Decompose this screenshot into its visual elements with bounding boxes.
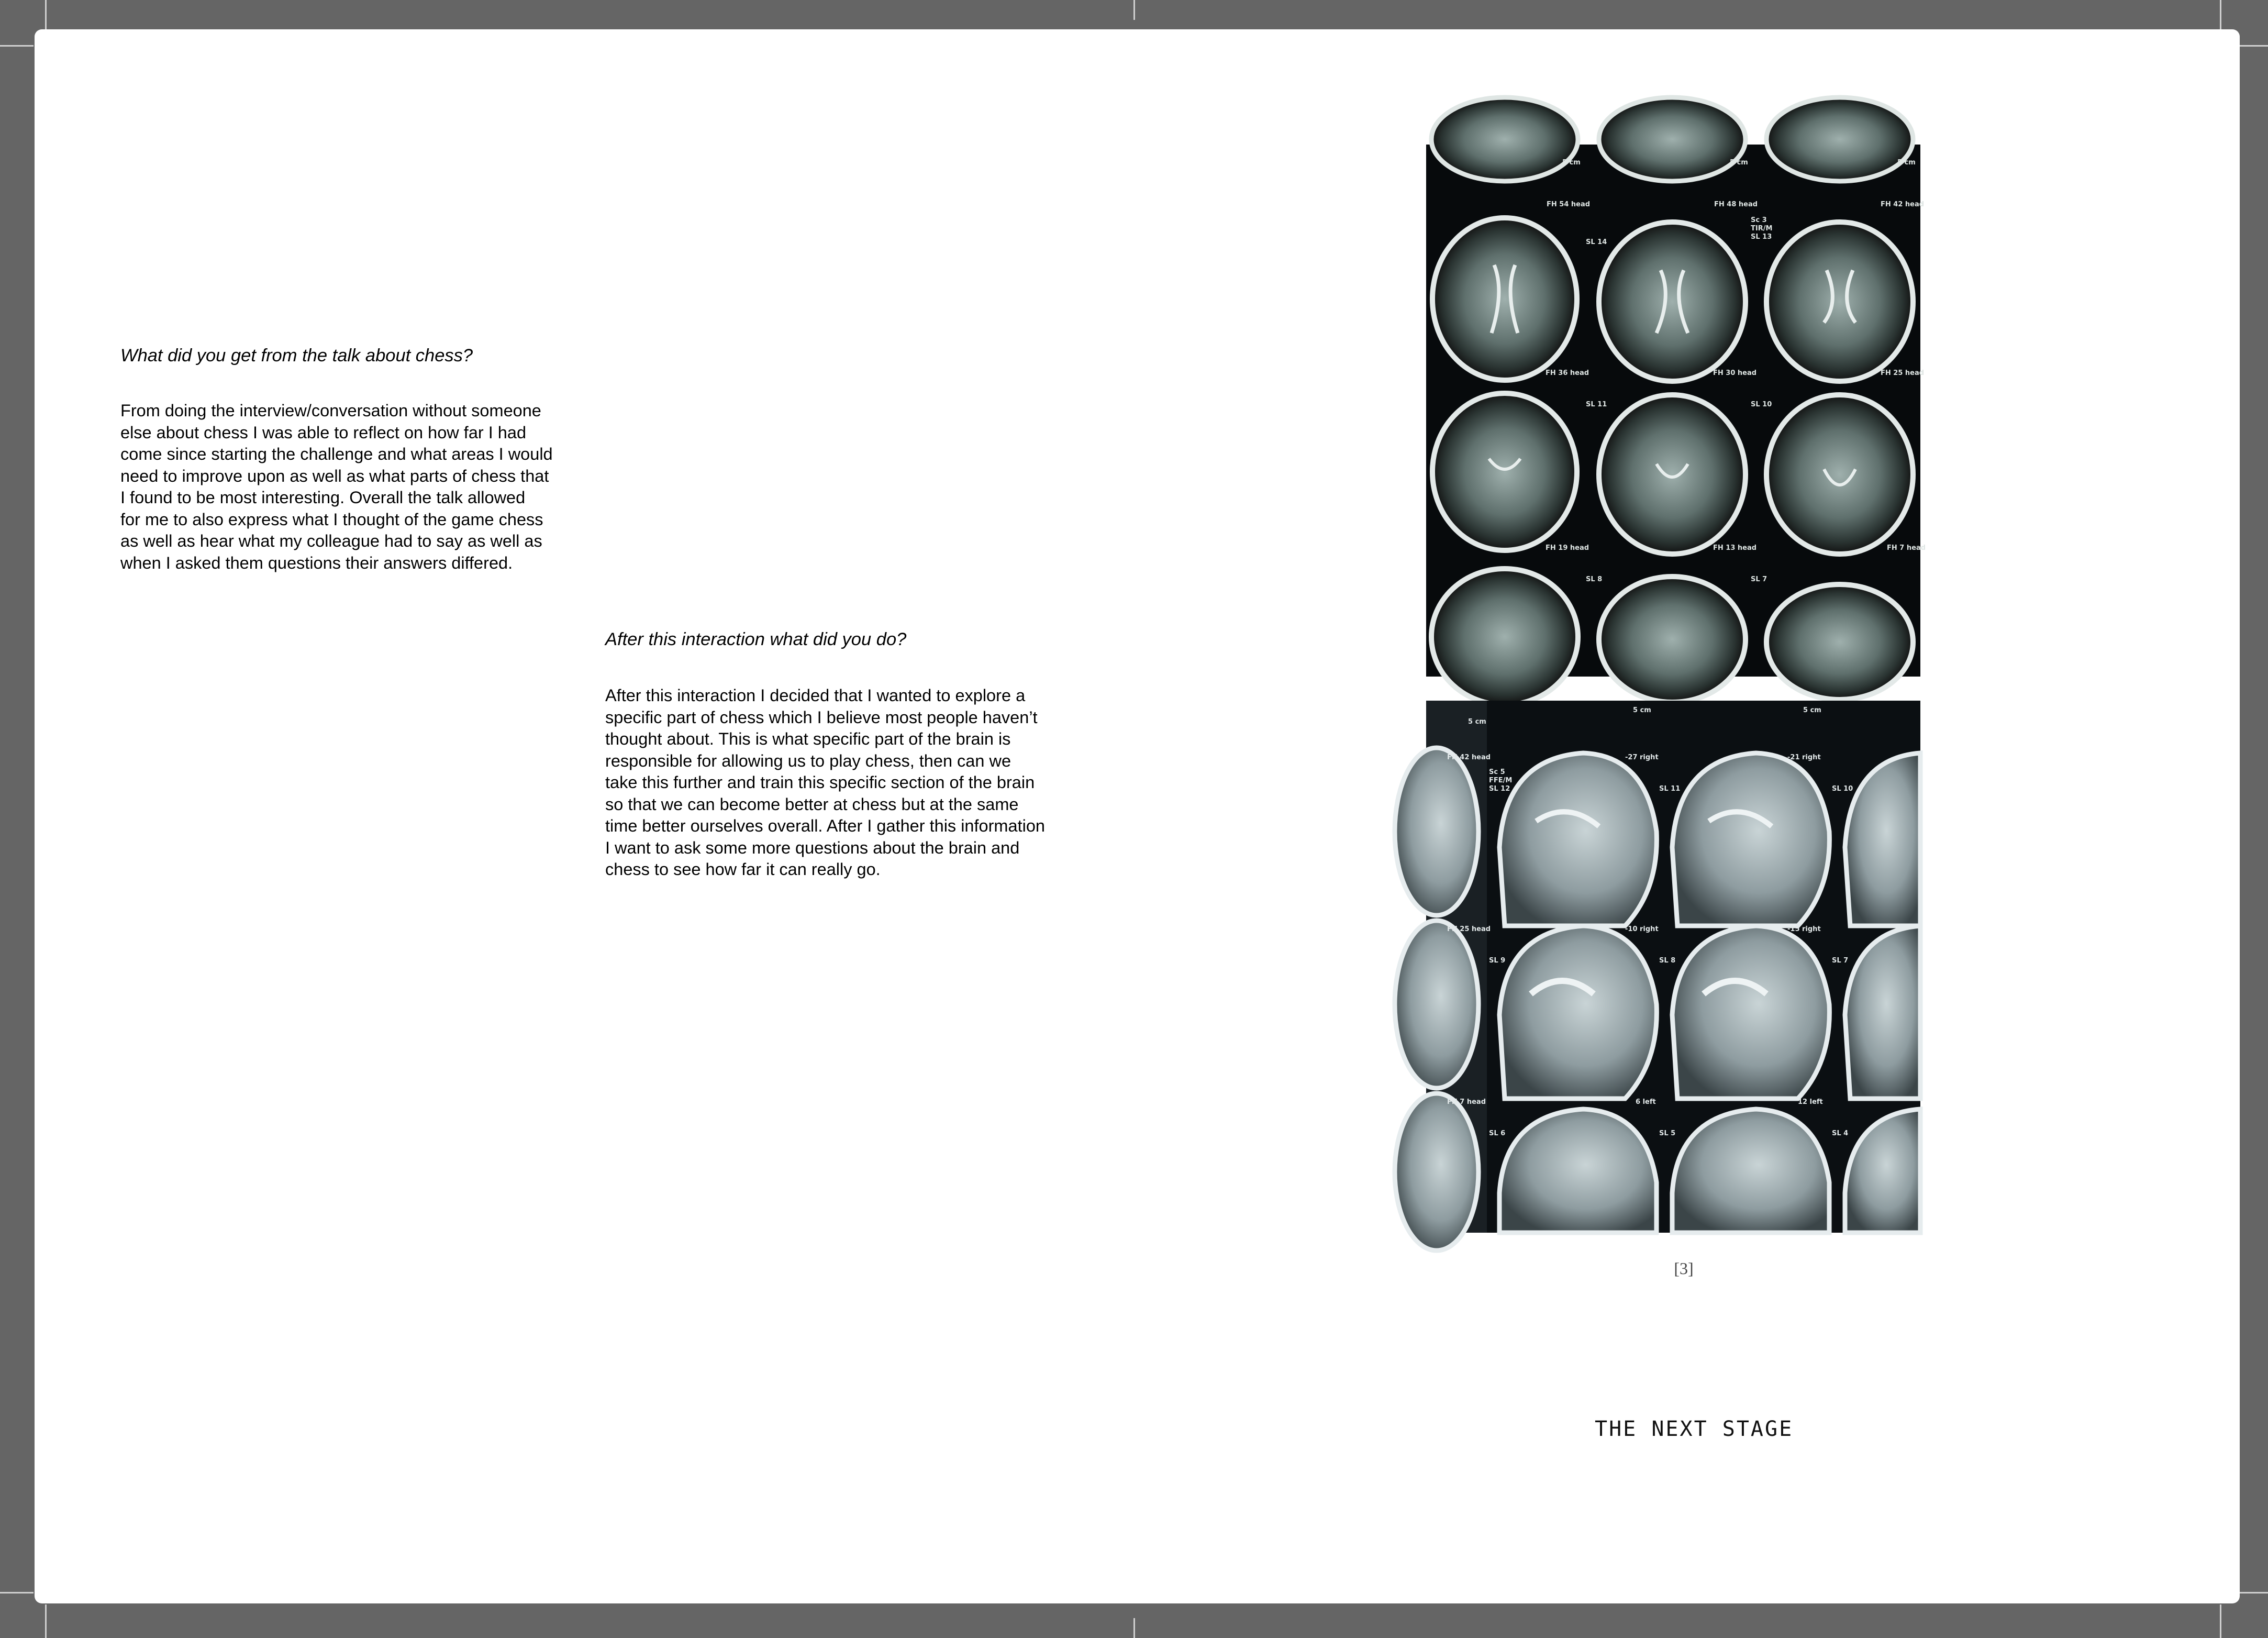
scan-label: SL 7	[1832, 957, 1849, 965]
brain-slice	[1432, 218, 1913, 381]
scan-label: FH 30 head	[1713, 369, 1757, 377]
scan-label: -21 right	[1787, 754, 1821, 761]
answer-line: specific part of chess which I believe most people haven’t	[605, 707, 1038, 727]
scan-label: FH 25 head	[1447, 925, 1491, 933]
scan-label: Sc 5	[1489, 768, 1505, 776]
crop-mark	[0, 45, 34, 47]
scan-label: FH 36 head	[1546, 369, 1589, 377]
scan-label: FH 42 head	[1447, 754, 1491, 761]
scan-label: SL 4	[1832, 1130, 1849, 1137]
scan-label: -15 right	[1787, 925, 1821, 933]
brain-slice	[1431, 97, 1913, 181]
answer-line: I want to ask some more questions about the brain and	[605, 838, 1020, 857]
crop-mark	[2220, 0, 2221, 30]
axial-mri-image	[1426, 145, 1926, 677]
answer-line: so that we can become better at chess but at the same	[605, 794, 1019, 814]
crop-mark	[0, 1592, 34, 1593]
scan-label: 5 cm	[1897, 159, 1916, 167]
answer-line: as well as hear what my colleague had to say as well as	[120, 532, 542, 550]
scan-label: FH 19 head	[1546, 544, 1589, 552]
scan-label: SL 11	[1659, 785, 1681, 793]
scan-label: 5 cm	[1803, 706, 1821, 714]
scan-label: SL 7	[1751, 575, 1767, 583]
scan-label: -27 right	[1625, 754, 1659, 761]
middle-question: After this interaction what did you do?	[605, 629, 907, 649]
answer-line: I found to be most interesting. Overall the talk allowed	[120, 488, 526, 507]
crop-mark	[45, 0, 47, 30]
document-page	[35, 29, 2240, 1603]
answer-line: for me to also express what I thought of the game chess	[120, 510, 543, 529]
scan-label: FH 25 head	[1881, 369, 1925, 377]
left-question: What did you get from the talk about chess?	[120, 346, 473, 366]
scan-label: SL 6	[1489, 1130, 1506, 1137]
scan-label: 12 left	[1798, 1098, 1823, 1106]
scan-label: 5 cm	[1468, 718, 1486, 726]
answer-line: need to improve upon as well as what parts of chess that	[120, 466, 549, 485]
scan-label: 5 cm	[1633, 706, 1651, 714]
crop-mark	[1133, 0, 1135, 20]
answer-line: else about chess I was able to reflect on how far I had	[120, 423, 527, 442]
scan-label: SL 8	[1659, 957, 1676, 965]
figure-caption: [3]	[1674, 1259, 1694, 1278]
answer-line: thought about. This is what specific part of the brain is	[605, 729, 1011, 748]
scan-label: SL 13	[1751, 233, 1772, 241]
answer-line: chess to see how far it can really go.	[605, 860, 881, 879]
crop-mark	[1133, 1618, 1135, 1638]
scan-label: SL 8	[1586, 575, 1603, 583]
scan-label: FH 54 head	[1547, 201, 1591, 208]
scan-label: SL 9	[1489, 957, 1506, 965]
scan-label: SL 11	[1586, 401, 1607, 408]
scan-label: SL 12	[1489, 785, 1510, 793]
page-title: THE NEXT STAGE	[1595, 1417, 1794, 1441]
scan-label: Sc 3	[1751, 216, 1767, 224]
answer-line: when I asked them questions their answers differed.	[120, 553, 513, 572]
sagittal-mri-image	[1426, 701, 1920, 1233]
scan-label: FH 7 head	[1447, 1098, 1486, 1106]
scan-label: SL 5	[1659, 1130, 1676, 1137]
left-answer	[120, 400, 553, 574]
answer-line: After this interaction I decided that I wanted to explore a	[605, 686, 1026, 705]
scan-label: FH 48 head	[1714, 201, 1758, 208]
answer-line: take this further and train this specific section of the brain	[605, 773, 1035, 792]
scan-label: SL 14	[1586, 238, 1607, 246]
crop-mark	[45, 1604, 47, 1638]
answer-line: responsible for allowing us to play chess, then can we	[605, 751, 1011, 770]
scan-label: 6 left	[1636, 1098, 1656, 1106]
scan-label: FFE/M	[1489, 777, 1513, 784]
brain-slice	[1431, 569, 1913, 705]
scan-label: FH 13 head	[1713, 544, 1757, 552]
scan-label: FH 42 head	[1881, 201, 1925, 208]
brain-slice	[1432, 393, 1913, 554]
brain-slice	[1395, 748, 1478, 1250]
scan-label: SL 10	[1751, 401, 1772, 408]
scan-label: TIR/M	[1751, 225, 1773, 233]
scan-label: -10 right	[1625, 925, 1659, 933]
crop-mark	[2220, 1604, 2221, 1638]
answer-line: From doing the interview/conversation without someone	[120, 401, 541, 420]
middle-answer	[605, 685, 1045, 881]
answer-line: time better ourselves overall. After I gather this information	[605, 816, 1045, 835]
scan-label: FH 7 head	[1887, 544, 1926, 552]
scan-label: 5 cm	[1730, 159, 1748, 167]
answer-line: come since starting the challenge and what areas I would	[120, 445, 553, 463]
scan-label: SL 10	[1832, 785, 1853, 793]
scan-label: 5 cm	[1562, 159, 1581, 167]
